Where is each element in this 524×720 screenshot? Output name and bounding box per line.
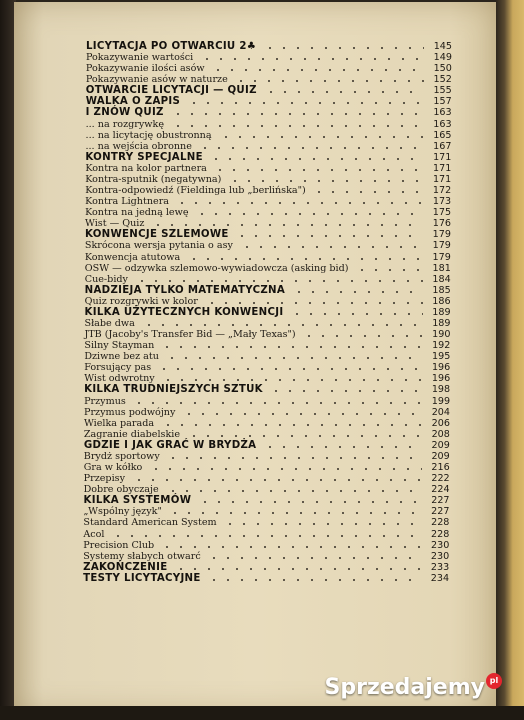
toc-page-number: 165	[433, 129, 452, 141]
toc-section-title: LICYTACJA PO OTWARCIU 2♣	[86, 41, 257, 52]
toc-page-number: 199	[431, 395, 451, 407]
toc-entry-title: Zagranie diabelskie	[83, 428, 180, 440]
toc-entry-title: Gra w kółko	[83, 462, 143, 474]
toc-leader-dots	[175, 202, 423, 204]
toc-page-number: 172	[432, 185, 452, 197]
toc-leader-dots	[198, 501, 422, 503]
watermark-logo	[325, 675, 503, 700]
toc-leader-dots	[198, 147, 423, 149]
toc-entry-title: Dobre obyczaje	[83, 484, 159, 496]
toc-entry-title: ... na rozgrywkę	[85, 118, 164, 130]
toc-entry-title: Słabe dwa	[84, 318, 135, 329]
toc-section-title: KILKA UŻYTECZNYCH KONWENCJI	[84, 306, 284, 318]
toc-leader-dots	[292, 291, 423, 293]
toc-leader-dots	[223, 523, 421, 525]
toc-entry-title: Kontra na jedną lewę	[85, 207, 189, 219]
toc-leader-dots	[209, 158, 423, 160]
toc-page-number: 163	[433, 118, 452, 130]
toc-page-number: 185	[432, 284, 451, 296]
toc-page-number: 171	[433, 151, 452, 163]
toc-page-number: 234	[430, 572, 450, 584]
toc-leader-dots	[187, 435, 422, 437]
toc-leader-dots	[166, 490, 422, 492]
toc-page-number: 198	[431, 384, 451, 396]
toc-leader-dots	[200, 58, 424, 60]
toc-section-title: WALKA O ZAPIS	[85, 96, 181, 108]
toc-page-number: 209	[431, 439, 450, 451]
toc-entry-title: Acol	[83, 528, 105, 540]
toc-page-number: 155	[433, 85, 452, 97]
toc-page-number: 179	[432, 229, 451, 241]
toc-page-number: 179	[432, 240, 451, 252]
toc-leader-dots	[213, 169, 423, 171]
toc-page-number: 149	[433, 52, 452, 64]
toc-leader-dots	[171, 125, 424, 127]
toc-leader-dots	[219, 136, 424, 138]
toc-leader-dots	[290, 313, 423, 315]
toc-entry-title: Silny Stayman	[84, 340, 155, 352]
toc-section-title: KONTRY SPECJALNE	[85, 151, 203, 163]
toc-leader-dots	[157, 368, 422, 370]
toc-entry-title: Standard American System	[83, 517, 217, 529]
toc-entry-title: Forsujący pas	[84, 362, 152, 374]
toc-section-title: ZAKOŃCZENIE	[83, 561, 168, 573]
toc-leader-dots	[161, 379, 422, 381]
watermark-badge: pl	[486, 673, 502, 689]
toc-page-number: 189	[432, 318, 451, 329]
toc-page-number: 163	[433, 107, 452, 119]
toc-entry-title: Konwencja atutowa	[84, 251, 181, 263]
toc-entry-title: „Wspólny język"	[83, 506, 162, 518]
toc-leader-dots	[174, 568, 421, 570]
toc-entry-title: Cue-bidy	[84, 273, 128, 285]
toc-leader-dots	[132, 402, 422, 404]
toc-entry-title: Systemy słabych otwarć	[83, 550, 201, 562]
toc-leader-dots	[160, 346, 422, 348]
toc-entry-title: ... na wejścia obronne	[85, 140, 192, 152]
toc-leader-dots	[228, 180, 423, 182]
toc-page-number: 195	[432, 351, 451, 363]
toc-leader-dots	[240, 246, 423, 248]
toc-section-title: NADZIEJA TYLKO MATEMATYCZNA	[84, 284, 286, 296]
toc-leader-dots	[161, 424, 422, 426]
toc-entry-title: Wist — Quiz	[85, 218, 145, 230]
toc-entry-title: Wielka parada	[83, 417, 155, 429]
toc-section-title: KILKA TRUDNIEJSZYCH SZTUK	[84, 384, 263, 396]
toc-leader-dots	[302, 335, 422, 337]
toc-leader-dots	[135, 280, 423, 282]
toc-page-number: 145	[433, 41, 452, 52]
toc-leader-dots	[132, 479, 422, 481]
toc-leader-dots	[160, 546, 421, 548]
toc-entry-title: ... na licytację obustronną	[85, 129, 212, 141]
toc-leader-dots	[207, 557, 421, 559]
toc-entry-title: Kontra Lightnera	[85, 196, 170, 208]
toc-leader-dots	[111, 535, 421, 537]
toc-leader-dots	[149, 468, 422, 470]
toc-page-number: 216	[431, 462, 450, 474]
toc-page-number: 176	[432, 218, 452, 230]
toc-entry-title: Skrócona wersja pytania o asy	[84, 240, 233, 252]
toc-page-number: 171	[432, 173, 452, 185]
toc-entry-title: Przymus podwójny	[84, 406, 176, 418]
toc-page-number: 184	[432, 273, 451, 285]
toc-page-number: 208	[431, 428, 450, 440]
toc-leader-dots	[166, 457, 422, 459]
toc-page-number: 209	[431, 450, 450, 462]
toc-page-number: 206	[431, 417, 450, 429]
toc-page-number: 196	[431, 373, 451, 385]
toc-entry-title: Kontra-sputnik (negatywna)	[85, 173, 222, 185]
toc-page-number: 190	[432, 329, 451, 341]
toc-section-title: OTWARCIE LICYTACJI — QUIZ	[85, 85, 257, 97]
toc-page-number: 179	[432, 251, 451, 263]
toc-page-number: 230	[430, 550, 450, 562]
toc-leader-dots	[207, 579, 421, 581]
toc-entry-title: Dziwne bez atu	[84, 351, 159, 363]
toc-section-title: GDZIE I JAK GRAĆ W BRYDŻA	[83, 439, 257, 451]
toc-leader-dots	[165, 357, 422, 359]
toc-page-number: 186	[432, 295, 451, 307]
toc-section-title: KONWENCJE SZLEMOWE	[84, 229, 229, 241]
toc-entry-title: Pokazywanie ilości asów	[85, 63, 205, 75]
toc-leader-dots	[264, 91, 424, 93]
toc-page-number: 228	[431, 517, 450, 529]
toc-page-number: 192	[432, 340, 451, 352]
toc-leader-dots	[205, 302, 423, 304]
toc-leader-dots	[235, 235, 423, 237]
toc-page-number: 227	[431, 506, 450, 518]
toc-page-number: 228	[431, 528, 450, 540]
toc-page-number: 152	[433, 74, 452, 86]
toc-entry-title: Quiz rozgrywki w kolor	[84, 295, 198, 307]
toc-leader-dots	[142, 324, 423, 326]
toc-section-title: I ZNÓW QUIZ	[85, 107, 164, 119]
toc-page-number: 222	[431, 473, 450, 485]
toc-entry-title: Kontra na kolor partnera	[85, 162, 207, 174]
toc-leader-dots	[269, 390, 422, 392]
toc-page-number: 181	[432, 262, 451, 274]
toc-leader-dots	[263, 47, 424, 49]
toc-entry-title: OSW — odzywka szlemowo-wywiadowcza (asking bid)	[84, 262, 349, 274]
toc-section-title: KILKA SYSTEMÓW	[83, 495, 192, 507]
toc-page-number: 189	[432, 306, 451, 318]
toc-page-number: 173	[432, 196, 452, 208]
toc-entry-title: Przymus	[84, 395, 126, 407]
toc-leader-dots	[182, 413, 422, 415]
toc-page-number: 230	[430, 539, 450, 551]
toc-leader-dots	[263, 446, 422, 448]
toc-page-number: 157	[433, 96, 452, 108]
toc-entry-title: Pokazywanie wartości	[85, 52, 194, 64]
watermark-text: Sprzedajemy	[324, 675, 485, 700]
toc-entry-title: Brydż sportowy	[83, 450, 160, 462]
toc-leader-dots	[312, 191, 423, 193]
toc-entry-title: Kontra-odpowiedź (Fieldinga lub „berlińska")	[85, 185, 306, 197]
toc-page-number: 204	[431, 406, 451, 418]
toc-leader-dots	[187, 102, 424, 104]
toc-entry	[83, 573, 449, 585]
toc-leader-dots	[168, 512, 421, 514]
toc-page-number: 171	[433, 162, 452, 174]
toc-entry-title: Precision Club	[83, 539, 155, 551]
toc-leader-dots	[195, 213, 423, 215]
toc-entry-title: Wist odwrotny	[84, 373, 155, 385]
toc-page-number: 150	[433, 63, 452, 75]
toc-leader-dots	[151, 224, 423, 226]
toc-section-title: TESTY LICYTACYJNE	[83, 572, 201, 584]
toc-entry-title: Pokazywanie asów w naturze	[85, 74, 228, 86]
toc-leader-dots	[211, 69, 424, 71]
toc-entry-title: Przepisy	[83, 473, 125, 485]
toc-page-number: 167	[433, 140, 452, 152]
toc-leader-dots	[171, 113, 424, 115]
toc-page-number: 224	[431, 484, 450, 496]
toc-page-number: 227	[431, 495, 450, 507]
toc-page-number: 175	[432, 207, 452, 219]
toc-entry-title: JTB (Jacoby's Transfer Bid — „Mały Texas")	[84, 329, 296, 341]
toc-leader-dots	[187, 258, 423, 260]
toc-page-number: 233	[430, 561, 450, 573]
toc-leader-dots	[355, 269, 423, 271]
toc-page-number: 196	[431, 362, 451, 374]
toc-leader-dots	[234, 80, 424, 82]
